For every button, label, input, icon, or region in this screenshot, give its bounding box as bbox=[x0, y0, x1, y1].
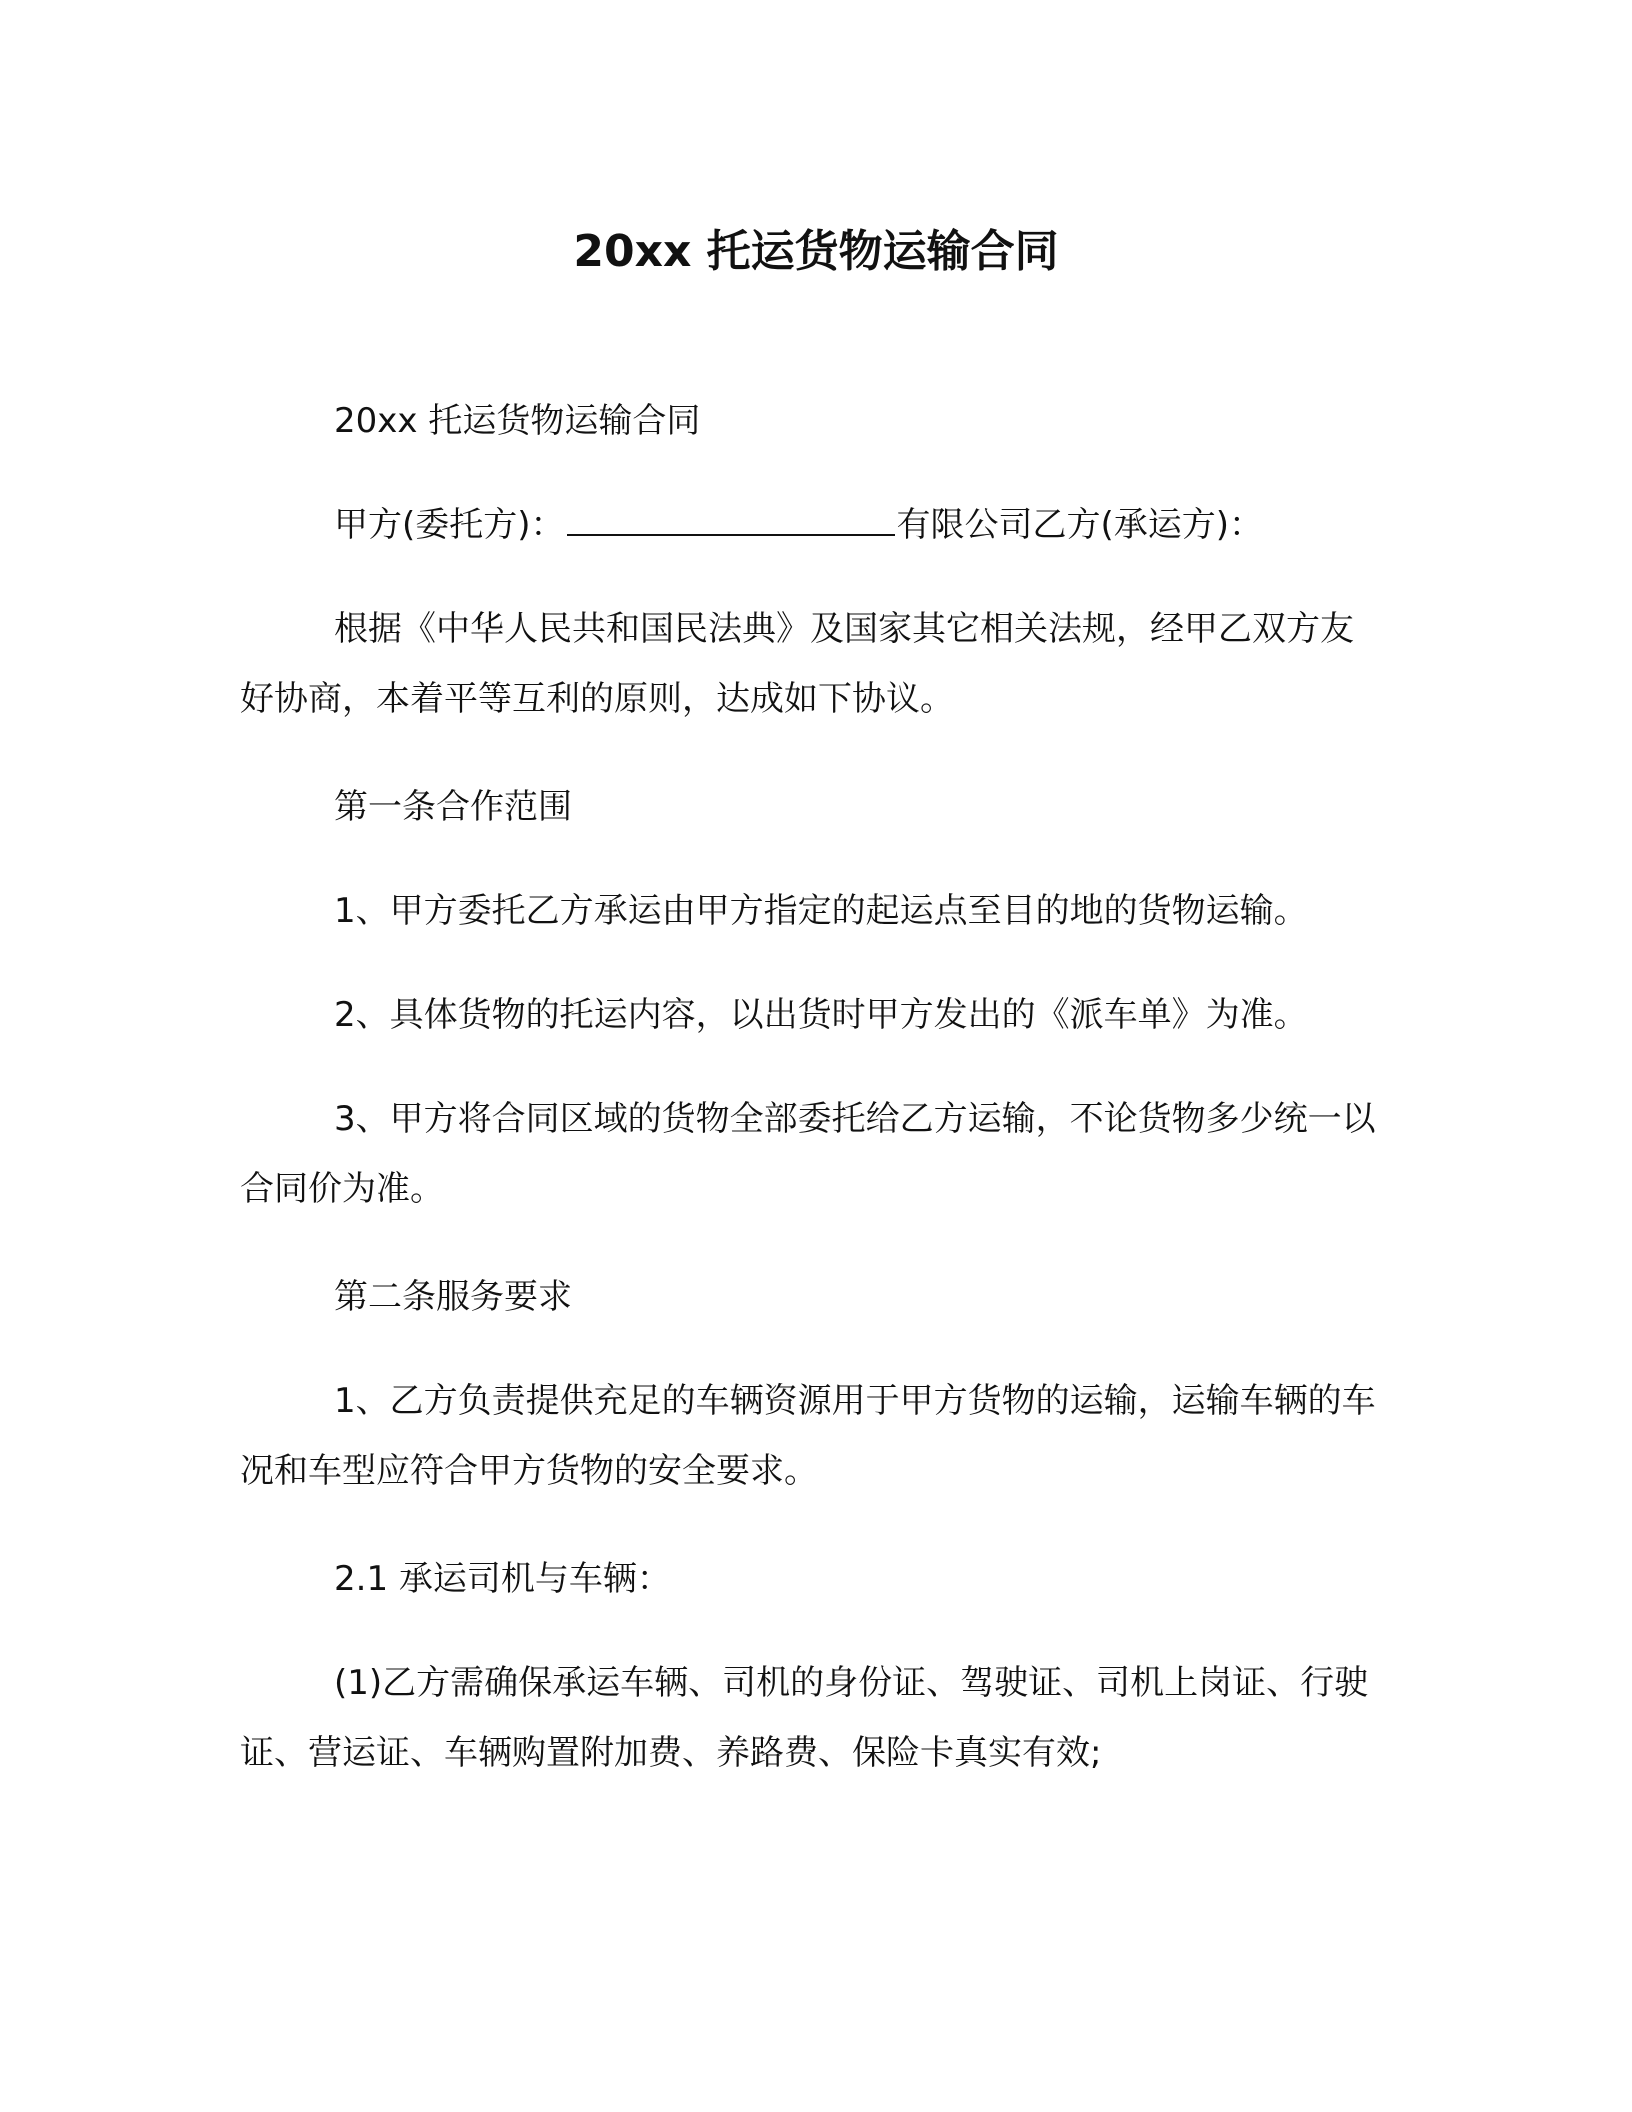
section1-heading: 第一条合作范围 bbox=[334, 787, 572, 827]
section2-item1: 1、乙方负责提供充足的车辆资源用于甲方货物的运输，运输车辆的车况和车型应符合甲方货物的安全要求。 bbox=[240, 1381, 1376, 1491]
parties-line bbox=[240, 490, 1386, 560]
party-a-suffix: 有限公司乙方(承运方)： bbox=[896, 505, 1264, 545]
section2-heading: 第二条服务要求 bbox=[334, 1277, 572, 1317]
document-title: 20xx 托运货物运输合同 bbox=[573, 226, 1059, 277]
section2-subitem1: (1)乙方需确保承运车辆、司机的身份证、驾驶证、司机上岗证、行驶证、营运证、车辆购置附加费、养路费、保险卡真实有效; bbox=[240, 1663, 1369, 1773]
section1-item1: 1、甲方委托乙方承运由甲方指定的起运点至目的地的货物运输。 bbox=[334, 891, 1308, 931]
section1-item3: 3、甲方将合同区域的货物全部委托给乙方运输，不论货物多少统一以合同价为准。 bbox=[240, 1099, 1376, 1209]
intro-paragraph: 根据《中华人民共和国民法典》及国家其它相关法规，经甲乙双方友好协商，本着平等互利的原则，达成如下协议。 bbox=[240, 609, 1354, 719]
document-subtitle: 20xx 托运货物运输合同 bbox=[334, 401, 701, 441]
section1-item2: 2、具体货物的托运内容，以出货时甲方发出的《派车单》为准。 bbox=[334, 995, 1308, 1035]
section2-subheading: 2.1 承运司机与车辆： bbox=[334, 1559, 671, 1599]
party-a-label: 甲方(委托方)： bbox=[334, 505, 565, 545]
party-a-blank bbox=[567, 504, 895, 536]
